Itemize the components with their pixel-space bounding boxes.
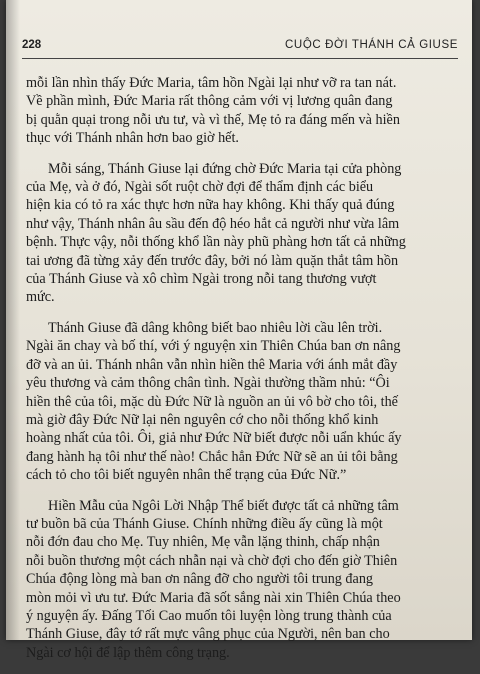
text-line: thục với Thánh nhân hơn bao giờ hết. [26,130,239,147]
book-page [6,0,472,661]
text-line: hiền thê của tôi, mặc dù Đức Nữ là nguồn an ủi vô bờ cho tôi, thế [26,393,398,410]
body-text [26,74,460,674]
text-line: Chúa động lòng mà ban ơn nâng đỡ cho người tôi trung đang [26,571,374,588]
page-number: 228 [22,39,42,51]
text-line: Thánh Giuse, đây tớ rất mực vâng phục của Người, nên ban cho [26,626,390,643]
text-line: mỗi lần nhìn thấy Đức Maria, tâm hồn Ngài lại như vỡ ra tan nát. [26,75,397,91]
text-line: yêu thương và cảm thông chân tình. Ngài thường thầm nhủ: “Ôi [26,375,390,392]
text-line: đang hành hạ tôi như thế nào! Chắc hẳn Đức Nữ sẽ an ủi tôi bằng [26,448,398,465]
text-line: bệnh. Thực vậy, nỗi thống khổ lần này phũ phàng hơn tất cả những [26,234,406,251]
text-line: của Thánh Giuse và xô chìm Ngài trong nỗi tang thương vượt [26,271,377,288]
text-line: Mỗi sáng, Thánh Giuse lại đứng chờ Đức Maria tại cửa phòng [48,160,402,177]
text-line: mà giờ đây Đức Nữ lại nên nguyên cớ cho nỗi thống khổ kinh [26,411,379,428]
text-line: tư buồn bã của Thánh Giuse. Chính những điều ấy cũng là một [26,515,383,532]
paragraph [26,160,460,307]
text-line: cách tỏ cho tôi biết nguyên nhân thể trạng của Đức Nữ.” [26,467,347,484]
page-header [22,36,458,59]
text-line: mòn mỏi vì ưu tư. Đức Maria đã sốt sắng nài xin Thiên Chúa theo [26,589,401,606]
spine-shadow [6,0,20,640]
text-line: ý nguyện ấy. Đấng Tối Cao muốn tôi luyện lòng trung thành của [26,607,392,624]
text-line: đỡ và an ủi. Thánh nhân vẫn nhìn hiền thê Maria với ánh mắt đầy [26,356,398,373]
text-line: Ngài ăn chay và bố thí, với ý nguyện xin Thiên Chúa ban ơn nâng [26,338,401,355]
text-line: hoàng nhất của tôi. Ôi, giả như Đức Nữ biết được nỗi uẩn khúc ấy [26,430,402,447]
paragraph [26,319,460,485]
text-line: nỗi buồn thương một cách nhẫn nại và chờ đợi cho đến giờ Thiên [26,552,398,569]
text-line: như vậy, Thánh nhân âu sầu đến độ héo hắt cả người như vừa lâm [26,215,400,232]
text-line: tai ương đã từng xảy đến trước đây, bởi nó làm quặn thắt tâm hồn [26,252,399,269]
text-line: nỗi đớn đau cho Mẹ. Tuy nhiên, Mẹ vẫn lặng thinh, chấp nhận [26,534,380,551]
paragraph [26,497,460,663]
text-line: Về phần mình, Đức Maria rất thông cảm với vị lương quân đang [26,93,393,110]
text-line: hiện kia có tỏ ra xác thực hơn nữa hay không. Khi thấy quả đúng [26,197,395,214]
text-line: Hiền Mẫu của Ngôi Lời Nhập Thể biết được tất cả những tâm [48,497,399,514]
text-line: của Mẹ, và ở đó, Ngài sốt ruột chờ đợi để thẩm định các biểu [26,179,374,196]
paragraph [26,74,460,148]
text-line: Ngài cơ hội để lập thêm công trạng. [26,644,230,661]
running-title: CUỘC ĐỜI THÁNH CẢ GIUSE [285,39,458,51]
text-line: Thánh Giuse đã dâng không biết bao nhiêu lời cầu lên trời. [48,319,383,336]
text-line: mức. [26,289,55,306]
text-line: bị quằn quại trong nỗi ưu tư, và vì thế, Mẹ tỏ ra đáng mến và hiền [26,111,400,128]
